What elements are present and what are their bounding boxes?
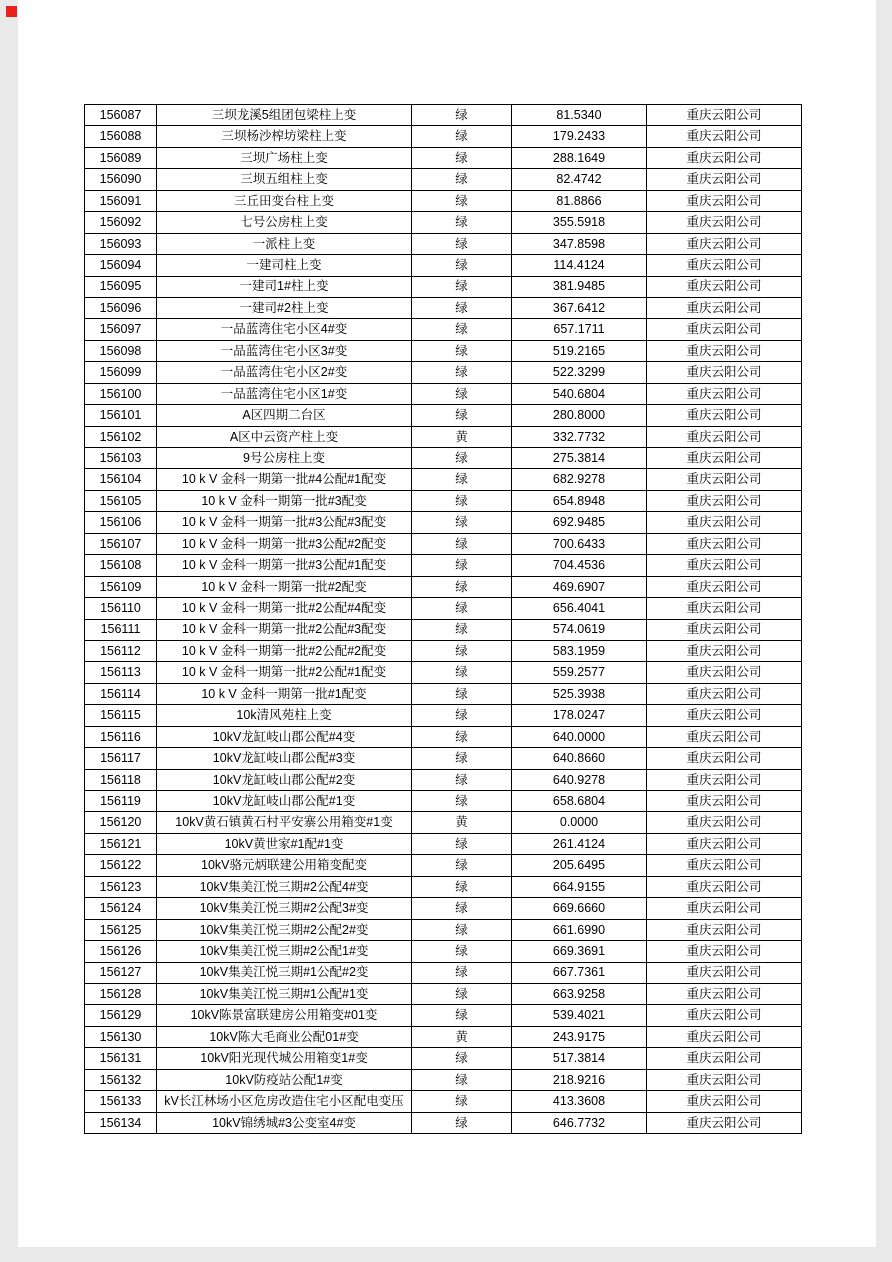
cell-id: 156095 [85,276,157,297]
cell-status: 绿 [412,962,512,983]
cell-company: 重庆云阳公司 [647,512,802,533]
table-row [85,533,802,554]
cell-name: 10 k V 金科一期第一批#3公配#3配变 [157,512,412,533]
cell-value: 367.6412 [512,297,647,318]
cell-name: 10 k V 金科一期第一批#1配变 [157,683,412,704]
cell-value: 347.8598 [512,233,647,254]
cell-value: 661.6990 [512,919,647,940]
cell-value: 667.7361 [512,962,647,983]
cell-value: 522.3299 [512,362,647,383]
cell-name: 10kV龙缸岐山郡公配#1变 [157,791,412,812]
cell-value: 640.8660 [512,748,647,769]
cell-id: 156098 [85,340,157,361]
cell-value: 81.8866 [512,190,647,211]
cell-name: 10 k V 金科一期第一批#2公配#1配变 [157,662,412,683]
table-row [85,169,802,190]
cell-status: 绿 [412,1005,512,1026]
cell-status: 绿 [412,726,512,747]
table-row [85,1091,802,1112]
table-row [85,276,802,297]
table-row [85,941,802,962]
cell-company: 重庆云阳公司 [647,147,802,168]
cell-status: 绿 [412,791,512,812]
cell-status: 绿 [412,833,512,854]
cell-company: 重庆云阳公司 [647,855,802,876]
cell-value: 640.0000 [512,726,647,747]
cell-name: 10kV集美江悦三期#2公配1#变 [157,941,412,962]
cell-status: 绿 [412,319,512,340]
cell-status: 绿 [412,1048,512,1069]
table-row [85,1026,802,1047]
table-row [85,855,802,876]
cell-name: 10kV防疫站公配1#变 [157,1069,412,1090]
cell-company: 重庆云阳公司 [647,405,802,426]
cell-id: 156107 [85,533,157,554]
table-row [85,105,802,126]
cell-status: 绿 [412,147,512,168]
cell-id: 156100 [85,383,157,404]
cell-name: 10kV黄石镇黄石村平安寨公用箱变#1变 [157,812,412,833]
cell-value: 704.4536 [512,555,647,576]
table-row [85,233,802,254]
cell-value: 657.1711 [512,319,647,340]
cell-value: 646.7732 [512,1112,647,1133]
table-row [85,812,802,833]
cell-company: 重庆云阳公司 [647,448,802,469]
cell-id: 156105 [85,490,157,511]
table-row [85,448,802,469]
cell-company: 重庆云阳公司 [647,105,802,126]
cell-value: 179.2433 [512,126,647,147]
cell-status: 绿 [412,448,512,469]
cell-name: 10kV黄世家#1配#1变 [157,833,412,854]
cell-company: 重庆云阳公司 [647,362,802,383]
cell-company: 重庆云阳公司 [647,340,802,361]
cell-status: 绿 [412,533,512,554]
table-row [85,469,802,490]
cell-id: 156093 [85,233,157,254]
cell-company: 重庆云阳公司 [647,1069,802,1090]
cell-name: 10kV陈大毛商业公配01#变 [157,1026,412,1047]
cell-name: 10kV集美江悦三期#2公配2#变 [157,919,412,940]
cell-id: 156089 [85,147,157,168]
cell-company: 重庆云阳公司 [647,319,802,340]
cell-status: 绿 [412,233,512,254]
cell-value: 700.6433 [512,533,647,554]
cell-company: 重庆云阳公司 [647,490,802,511]
cell-id: 156133 [85,1091,157,1112]
cell-id: 156124 [85,898,157,919]
table-row [85,190,802,211]
cell-id: 156114 [85,683,157,704]
cell-status: 绿 [412,683,512,704]
cell-value: 692.9485 [512,512,647,533]
cell-value: 332.7732 [512,426,647,447]
cell-id: 156129 [85,1005,157,1026]
table-row [85,126,802,147]
table-row [85,726,802,747]
cell-id: 156112 [85,640,157,661]
cell-id: 156125 [85,919,157,940]
cell-status: 绿 [412,769,512,790]
table-row [85,490,802,511]
cell-id: 156097 [85,319,157,340]
table-row [85,1112,802,1133]
cell-company: 重庆云阳公司 [647,962,802,983]
cell-value: 682.9278 [512,469,647,490]
cell-company: 重庆云阳公司 [647,212,802,233]
cell-status: 绿 [412,512,512,533]
cell-status: 绿 [412,876,512,897]
cell-status: 绿 [412,555,512,576]
cell-value: 261.4124 [512,833,647,854]
cell-company: 重庆云阳公司 [647,469,802,490]
cell-id: 156102 [85,426,157,447]
cell-company: 重庆云阳公司 [647,169,802,190]
cell-value: 0.0000 [512,812,647,833]
cell-id: 156103 [85,448,157,469]
table-row [85,555,802,576]
cell-name: 10 k V 金科一期第一批#2公配#2配变 [157,640,412,661]
cell-value: 658.6804 [512,791,647,812]
cell-status: 绿 [412,276,512,297]
cell-status: 绿 [412,212,512,233]
cell-status: 黄 [412,426,512,447]
cell-value: 663.9258 [512,983,647,1004]
cell-status: 绿 [412,576,512,597]
cell-company: 重庆云阳公司 [647,983,802,1004]
cell-company: 重庆云阳公司 [647,1048,802,1069]
cell-company: 重庆云阳公司 [647,812,802,833]
cell-value: 355.5918 [512,212,647,233]
cell-company: 重庆云阳公司 [647,297,802,318]
cell-status: 绿 [412,362,512,383]
cell-name: 10kV龙缸岐山郡公配#2变 [157,769,412,790]
cell-name: 10kV陈景富联建房公用箱变#01变 [157,1005,412,1026]
cell-value: 517.3814 [512,1048,647,1069]
cell-status: 绿 [412,855,512,876]
cell-id: 156120 [85,812,157,833]
cell-status: 绿 [412,340,512,361]
cell-value: 539.4021 [512,1005,647,1026]
cell-value: 205.6495 [512,855,647,876]
cell-id: 156123 [85,876,157,897]
cell-id: 156134 [85,1112,157,1133]
table-row [85,640,802,661]
cell-id: 156109 [85,576,157,597]
cell-status: 绿 [412,662,512,683]
cell-company: 重庆云阳公司 [647,276,802,297]
cell-name: 10 k V 金科一期第一批#4公配#1配变 [157,469,412,490]
cell-name: 三丘田变台柱上变 [157,190,412,211]
cell-value: 413.3608 [512,1091,647,1112]
cell-value: 664.9155 [512,876,647,897]
cell-name: 一建司1#柱上变 [157,276,412,297]
cell-value: 469.6907 [512,576,647,597]
table-row [85,962,802,983]
cell-value: 243.9175 [512,1026,647,1047]
table-row [85,147,802,168]
cell-status: 绿 [412,705,512,726]
cell-status: 绿 [412,126,512,147]
cell-company: 重庆云阳公司 [647,576,802,597]
cell-status: 黄 [412,1026,512,1047]
cell-id: 156094 [85,255,157,276]
cell-id: 156128 [85,983,157,1004]
cell-company: 重庆云阳公司 [647,791,802,812]
cell-value: 114.4124 [512,255,647,276]
table-row [85,983,802,1004]
cell-value: 583.1959 [512,640,647,661]
table-row [85,705,802,726]
cell-company: 重庆云阳公司 [647,919,802,940]
cell-name: 一派柱上变 [157,233,412,254]
table-row [85,748,802,769]
cell-name: 七号公房柱上变 [157,212,412,233]
cell-name: 10kV集美江悦三期#1公配#1变 [157,983,412,1004]
cell-status: 绿 [412,255,512,276]
table-row [85,833,802,854]
cell-id: 156106 [85,512,157,533]
cell-status: 绿 [412,405,512,426]
cell-value: 640.9278 [512,769,647,790]
cell-status: 绿 [412,598,512,619]
cell-name: 10 k V 金科一期第一批#2配变 [157,576,412,597]
cell-company: 重庆云阳公司 [647,705,802,726]
table-row [85,362,802,383]
cell-company: 重庆云阳公司 [647,898,802,919]
cell-company: 重庆云阳公司 [647,126,802,147]
cell-name: 10 k V 金科一期第一批#2公配#3配变 [157,619,412,640]
cell-id: 156092 [85,212,157,233]
table-row [85,426,802,447]
table-row [85,405,802,426]
cell-status: 绿 [412,383,512,404]
cell-name: 10 k V 金科一期第一批#3公配#2配变 [157,533,412,554]
cell-company: 重庆云阳公司 [647,619,802,640]
cell-name: 10kV骆元炳联建公用箱变配变 [157,855,412,876]
cell-value: 381.9485 [512,276,647,297]
cell-status: 绿 [412,469,512,490]
table-row [85,1069,802,1090]
cell-status: 绿 [412,297,512,318]
cell-company: 重庆云阳公司 [647,748,802,769]
cell-name: 10 k V 金科一期第一批#2公配#4配变 [157,598,412,619]
cell-value: 81.5340 [512,105,647,126]
cell-name: 10k清风苑柱上变 [157,705,412,726]
cell-status: 绿 [412,983,512,1004]
transformer-table [84,104,802,1134]
cell-company: 重庆云阳公司 [647,598,802,619]
table-row [85,576,802,597]
cell-value: 519.2165 [512,340,647,361]
cell-id: 156099 [85,362,157,383]
cell-value: 82.4742 [512,169,647,190]
cell-name: 三坝五组柱上变 [157,169,412,190]
cell-company: 重庆云阳公司 [647,426,802,447]
cell-value: 178.0247 [512,705,647,726]
cell-company: 重庆云阳公司 [647,1112,802,1133]
cell-name: 10kV龙缸岐山郡公配#3变 [157,748,412,769]
cell-company: 重庆云阳公司 [647,876,802,897]
table-row [85,512,802,533]
cell-id: 156087 [85,105,157,126]
red-corner-marker [6,6,17,17]
cell-id: 156110 [85,598,157,619]
table-row [85,255,802,276]
cell-status: 绿 [412,748,512,769]
cell-name: 一品蓝湾住宅小区1#变 [157,383,412,404]
cell-value: 559.2577 [512,662,647,683]
cell-company: 重庆云阳公司 [647,640,802,661]
cell-company: 重庆云阳公司 [647,833,802,854]
cell-name: 三坝杨沙榨坊梁柱上变 [157,126,412,147]
cell-id: 156104 [85,469,157,490]
table-row [85,383,802,404]
cell-company: 重庆云阳公司 [647,383,802,404]
cell-value: 280.8000 [512,405,647,426]
table-row [85,598,802,619]
table-row [85,919,802,940]
table-row [85,876,802,897]
cell-status: 绿 [412,105,512,126]
cell-company: 重庆云阳公司 [647,1091,802,1112]
table-row [85,212,802,233]
table-row [85,769,802,790]
table-row [85,1005,802,1026]
cell-name: 一品蓝湾住宅小区4#变 [157,319,412,340]
cell-value: 656.4041 [512,598,647,619]
cell-status: 绿 [412,490,512,511]
cell-name: A区四期二台区 [157,405,412,426]
cell-name: 10kV阳光现代城公用箱变1#变 [157,1048,412,1069]
cell-company: 重庆云阳公司 [647,1005,802,1026]
cell-value: 574.0619 [512,619,647,640]
cell-value: 218.9216 [512,1069,647,1090]
table-row [85,297,802,318]
cell-status: 绿 [412,640,512,661]
cell-name: 三坝广场柱上变 [157,147,412,168]
cell-company: 重庆云阳公司 [647,555,802,576]
cell-value: 525.3938 [512,683,647,704]
cell-company: 重庆云阳公司 [647,1026,802,1047]
table-row [85,898,802,919]
table-row [85,683,802,704]
cell-name: kV长江林场小区危房改造住宅小区配电变压 [157,1091,412,1112]
cell-name: 一品蓝湾住宅小区3#变 [157,340,412,361]
cell-status: 绿 [412,619,512,640]
cell-company: 重庆云阳公司 [647,190,802,211]
cell-id: 156127 [85,962,157,983]
cell-id: 156111 [85,619,157,640]
cell-id: 156101 [85,405,157,426]
cell-id: 156119 [85,791,157,812]
cell-company: 重庆云阳公司 [647,233,802,254]
cell-name: 10 k V 金科一期第一批#3配变 [157,490,412,511]
cell-name: 三坝龙溪5组团包梁柱上变 [157,105,412,126]
cell-id: 156121 [85,833,157,854]
table-body [85,105,802,1134]
cell-value: 288.1649 [512,147,647,168]
cell-name: 一建司#2柱上变 [157,297,412,318]
cell-name: 10 k V 金科一期第一批#3公配#1配变 [157,555,412,576]
table-row [85,340,802,361]
cell-id: 156091 [85,190,157,211]
cell-id: 156132 [85,1069,157,1090]
cell-id: 156113 [85,662,157,683]
cell-id: 156131 [85,1048,157,1069]
cell-status: 黄 [412,812,512,833]
cell-id: 156088 [85,126,157,147]
cell-value: 669.6660 [512,898,647,919]
cell-company: 重庆云阳公司 [647,255,802,276]
cell-company: 重庆云阳公司 [647,533,802,554]
cell-company: 重庆云阳公司 [647,662,802,683]
cell-status: 绿 [412,898,512,919]
cell-name: 一品蓝湾住宅小区2#变 [157,362,412,383]
cell-name: 10kV锦绣城#3公变室4#变 [157,1112,412,1133]
cell-value: 275.3814 [512,448,647,469]
cell-name: A区中云资产柱上变 [157,426,412,447]
cell-id: 156122 [85,855,157,876]
cell-id: 156126 [85,941,157,962]
cell-id: 156115 [85,705,157,726]
cell-status: 绿 [412,1112,512,1133]
cell-company: 重庆云阳公司 [647,726,802,747]
table-row [85,791,802,812]
cell-id: 156118 [85,769,157,790]
cell-status: 绿 [412,1091,512,1112]
cell-status: 绿 [412,919,512,940]
cell-company: 重庆云阳公司 [647,683,802,704]
cell-id: 156108 [85,555,157,576]
cell-name: 9号公房柱上变 [157,448,412,469]
cell-name: 10kV集美江悦三期#1公配#2变 [157,962,412,983]
cell-status: 绿 [412,169,512,190]
cell-company: 重庆云阳公司 [647,769,802,790]
cell-id: 156096 [85,297,157,318]
cell-value: 540.6804 [512,383,647,404]
cell-id: 156116 [85,726,157,747]
cell-status: 绿 [412,1069,512,1090]
cell-id: 156130 [85,1026,157,1047]
cell-id: 156090 [85,169,157,190]
cell-name: 10kV集美江悦三期#2公配3#变 [157,898,412,919]
cell-name: 10kV集美江悦三期#2公配4#变 [157,876,412,897]
cell-value: 669.3691 [512,941,647,962]
cell-id: 156117 [85,748,157,769]
cell-status: 绿 [412,941,512,962]
table-row [85,619,802,640]
table-row [85,662,802,683]
cell-value: 654.8948 [512,490,647,511]
table-row [85,1048,802,1069]
cell-name: 一建司柱上变 [157,255,412,276]
table-row [85,319,802,340]
cell-company: 重庆云阳公司 [647,941,802,962]
cell-status: 绿 [412,190,512,211]
cell-name: 10kV龙缸岐山郡公配#4变 [157,726,412,747]
